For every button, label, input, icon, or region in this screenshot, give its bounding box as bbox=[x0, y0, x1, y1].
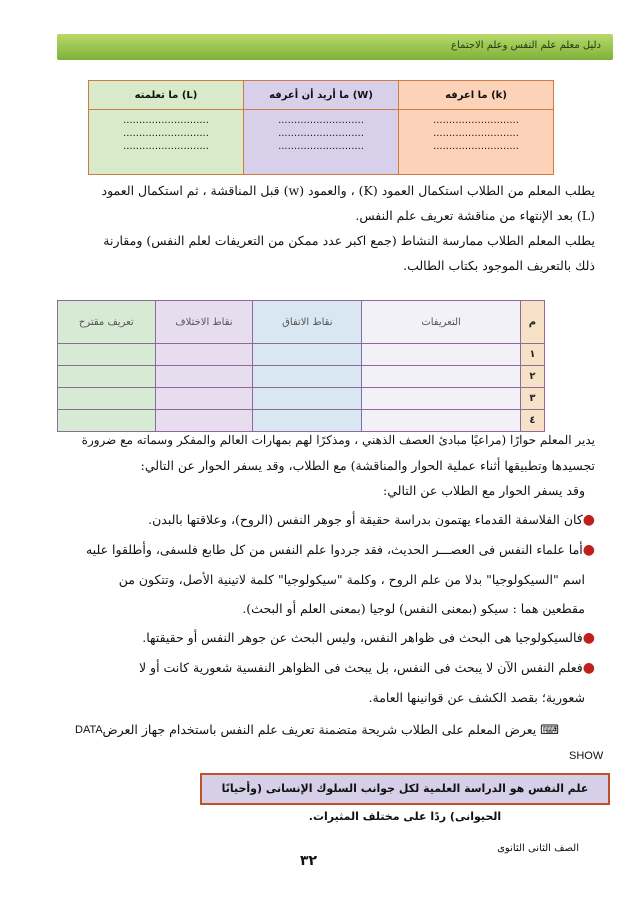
kwl-dots-k: ........................... ........................... ........................... bbox=[433, 115, 519, 152]
bullet-dot-icon: ● bbox=[582, 660, 595, 676]
def-cell bbox=[58, 344, 156, 366]
paragraph-1 bbox=[43, 178, 595, 278]
bullet-dot-icon: ● bbox=[582, 630, 595, 646]
definition-summary-box bbox=[200, 773, 610, 823]
bullet-continuation: شعورية؛ بقصد الكشف عن قوانينها العامة. bbox=[368, 690, 585, 705]
kwl-cell-w bbox=[244, 110, 399, 175]
bullet-text-4: فعلم النفس الآن لا يبحث فى النفس، بل يبحث فى الظواهر النفسية شعورية كانت أو لا bbox=[138, 660, 583, 675]
display-device-icon: ⌨ bbox=[540, 723, 559, 738]
kwl-table bbox=[88, 80, 554, 175]
p1-line3: يطلب المعلم الطلاب ممارسة النشاط (جمع اكبر عدد ممكن من التعريفات لعلم النفس) ومقارنة bbox=[103, 233, 595, 248]
bullet-continuation: اسم "السيكولوجيا" بدلا من علم الروح ، وكلمة "سيكولوجيا" كلمة لاتينية الأصل، وتتكون من bbox=[118, 572, 585, 587]
definitions-table bbox=[57, 300, 545, 432]
bullet-text-2: أما علماء النفس فى العصـــر الحديث، فقد جردوا علم النفس من كل طابع فلسفى، وأطلقوا عليه bbox=[85, 542, 583, 557]
def-header-m: م bbox=[520, 301, 544, 344]
def-cell bbox=[58, 388, 156, 410]
kwl-dots-w: ........................... ........................... ........................... bbox=[278, 115, 364, 152]
page-header-title: دليل معلم علم النفس وعلم الاجتماع bbox=[451, 40, 601, 51]
kwl-header-w: ما أريد أن أعرفه (W) bbox=[244, 81, 399, 110]
def-header-diff: نقاط الاختلاف bbox=[155, 301, 253, 344]
page-header-bar bbox=[57, 34, 613, 60]
def-cell bbox=[155, 366, 253, 388]
show-line bbox=[89, 717, 559, 743]
def-cell bbox=[362, 388, 520, 410]
bullet-dot-icon: ● bbox=[582, 542, 595, 558]
def-cell bbox=[253, 366, 362, 388]
p1-line1: يطلب المعلم من الطلاب استكمال العمود (K) ، والعمود (w) قبل المناقشة ، ثم استكمال العمود bbox=[101, 183, 595, 198]
footer-grade: الصف الثانى الثانوى bbox=[497, 843, 579, 854]
def-row-number: ٢ bbox=[520, 366, 544, 388]
def-cell bbox=[253, 388, 362, 410]
paragraph-2 bbox=[43, 428, 595, 503]
p2-line2: تجسيدها وتطبيقها أثناء عملية الحوار والمناقشة) مع الطلاب، وقد يسفر الحوار عن التالي: bbox=[140, 458, 595, 473]
page-number: ٣٢ bbox=[300, 853, 318, 869]
kwl-header-l: ما تعلمته (L) bbox=[89, 81, 244, 110]
bullet-text-1: كان الفلاسفة القدماء يهتمون بدراسة حقيقة أو جوهر النفس (الروح)، وعلاقتها بالبدن. bbox=[148, 512, 583, 527]
def-cell bbox=[58, 366, 156, 388]
def-cell bbox=[155, 344, 253, 366]
bullet-item bbox=[43, 653, 595, 683]
p2-line3: وقد يسفر الحوار مع الطلاب عن التالي: bbox=[383, 483, 585, 498]
show-text: يعرض المعلم على الطلاب شريحة متضمنة تعريف علم النفس باستخدام جهاز العرض bbox=[102, 722, 537, 737]
p2-line1: يدير المعلم حوارًا (مراعيًا مبادئ العصف الذهني ، ومذكرًا لهم بمهارات العالم والمفكر وسماته مع ضرورة bbox=[81, 433, 595, 447]
kwl-cell-l bbox=[89, 110, 244, 175]
kwl-dots-l: ........................... ........................... ........................... bbox=[123, 115, 209, 152]
p1-line2: (L) بعد الإنتهاء من مناقشة تعريف علم النفس. bbox=[355, 208, 595, 223]
bullet-text-3: فالسيكولوجيا هى البحث فى ظواهر النفس، وليس البحث عن جوهر النفس أو حقيقتها. bbox=[142, 630, 583, 645]
kwl-cell-k bbox=[399, 110, 554, 175]
summary-text: علم النفس هو الدراسة العلمية لكل جوانب السلوك الإنسانى (وأحيانًا الحيوانى) ردًا على مختلف المثيرات. bbox=[221, 782, 589, 823]
bullet-continuation: مقطعين هما : سيكو (بمعنى النفس) لوجيا (بمعنى العلم أو البحث). bbox=[242, 601, 585, 616]
bullet-item bbox=[43, 535, 595, 565]
def-row-number: ٣ bbox=[520, 388, 544, 410]
def-cell bbox=[155, 388, 253, 410]
bullets-block bbox=[43, 505, 595, 712]
def-cell bbox=[362, 344, 520, 366]
def-row-number: ٤ bbox=[520, 410, 544, 432]
data-label: DATA bbox=[75, 724, 103, 736]
p1-line4: ذلك بالتعريف الموجود بكتاب الطالب. bbox=[403, 258, 595, 273]
bullet-item bbox=[43, 505, 595, 535]
def-header-defs: التعريفات bbox=[362, 301, 520, 344]
show-label: SHOW bbox=[569, 750, 604, 762]
def-row-number: ١ bbox=[520, 344, 544, 366]
def-header-agree: نقاط الاتفاق bbox=[253, 301, 362, 344]
def-header-suggest: تعريف مقترح bbox=[58, 301, 156, 344]
def-cell bbox=[253, 344, 362, 366]
def-cell bbox=[362, 366, 520, 388]
bullet-item bbox=[43, 623, 595, 653]
bullet-dot-icon: ● bbox=[582, 512, 595, 528]
kwl-header-k: ما اعرفه (k) bbox=[399, 81, 554, 110]
